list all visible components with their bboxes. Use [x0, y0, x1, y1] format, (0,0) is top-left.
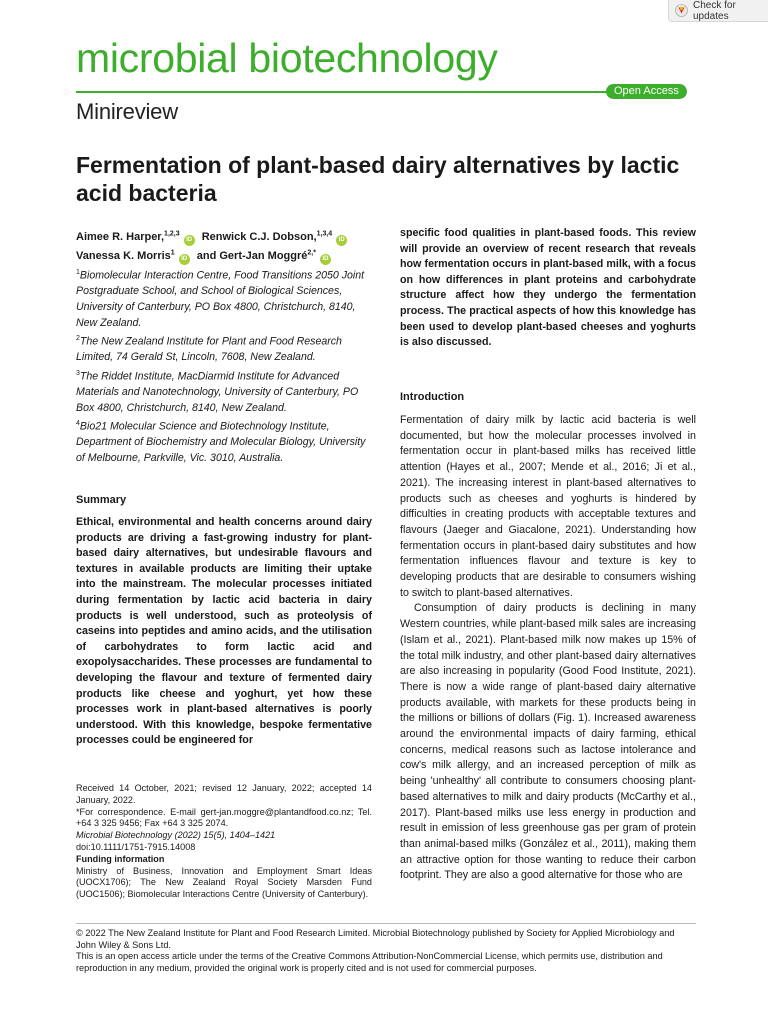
header-rule [76, 91, 611, 93]
author: Aimee R. Harper,$^{1,2,3}$ID [76, 231, 199, 243]
summary-text: Ethical, environmental and health concerns around dairy products are driving a fast-growing industry for plant-based dairy alternatives, but undesirable flavours and textures in available products are limiting their uptake into the mainstream. The molecular processes initiated during fermentation by lactic acid bacteria in dairy products is well understood, such as proteolysis of caseins into peptides and amino acids, and the utilisation of carbohydrates to form lactic acid and exopolysaccharides. These processes are fundamental to developing the flavour and texture of fermented dairy products like cheese and yoghurt, yet how these processes work in plant-based alternatives is poorly understood. With this knowledge, bespoke fermentative processes could be engineered for [76, 516, 372, 747]
article-title: Fermentation of plant-based dairy alternatives by lactic acid bacteria [76, 152, 680, 206]
check-for-updates-label: Check for updates [693, 0, 736, 22]
author: Renwick C.J. Dobson,$^{1,3,4}$ID [202, 231, 352, 243]
affiliation: $^4$Bio21 Molecular Science and Biotechnology Institute, Department of Biochemistry and Molecular Biology, University of Melbourne, Parkville, Vic. 3010, Australia. [76, 420, 366, 464]
doi[interactable]: doi:10.1111/1751-7915.14008 [76, 841, 196, 852]
author: and Gert-Jan Moggré$^{2,*}$ID [197, 250, 335, 262]
citation: Microbial Biotechnology (2022) 15(5), 1404–1421 [76, 830, 276, 841]
journal-title: microbial biotechnology [76, 35, 498, 81]
introduction-heading: Introduction [400, 391, 465, 403]
affiliation: $^3$The Riddet Institute, MacDiarmid Institute for Advanced Materials and Nanotechnology, University of Canterbury, PO Box 4800, Christchurch, 8140, New Zealand. [76, 369, 359, 414]
orcid-icon[interactable]: ID [336, 235, 347, 246]
copyright-notice: © 2022 The New Zealand Institute for Plant and Food Research Limited. Microbial Biotechnology published by Society for Applied Microbiology and John Wiley & Sons Ltd. [76, 928, 675, 950]
orcid-icon[interactable]: ID [179, 254, 190, 265]
affiliation: $^1$Biomolecular Interaction Centre, Food Transitions 2050 Joint Postgraduate School, and School of Biological Sciences, University of Canterbury, PO Box 4800, Christchurch, 8140, New Zealand. [76, 269, 365, 329]
correspondence: *For correspondence. E-mail gert-jan.moggre@plantandfood.co.nz; Tel. +64 3 325 9456; Fax +64 3 325 2074. [76, 806, 372, 829]
update-check-icon [675, 4, 688, 17]
introduction-body [400, 413, 696, 884]
summary-continuation [400, 226, 696, 351]
license-footer [76, 923, 696, 974]
open-access-badge: Open Access [606, 84, 687, 99]
author-block [76, 226, 372, 467]
funding-text: Ministry of Business, Innovation and Employment Smart Ideas (UOCX1706); The New Zealand Royal Society Marsden Fund (UOC1506); Biomolecular Interactions Centre (University of Canterbury). [76, 865, 372, 900]
paragraph: Fermentation of dairy milk by lactic acid bacteria is well documented, but how the molecular processes involved in fermentation occur in plant-based milks has received little attention (Hayes et al., 2007; Mende et al., 2016; Ji et al., 2021). The increasing interest in plant-based alternatives to products such as cheeses and yoghurts is hindered by difficulties in creating products with acceptable textures and flavours (Jaeger and Giacalone, 2021). Understanding how fermentation occurs in plant-based dairy substitutes and how fermentation influences flavour and texture is key to developing products that are desirable to consumers wishing to switch to plant-based alternatives. [400, 414, 696, 599]
article-type-label: Minireview [76, 99, 178, 124]
affiliation: $^2$The New Zealand Institute for Plant and Food Research Limited, 74 Gerald St, Lincoln, 7608, New Zealand. [76, 335, 342, 364]
orcid-icon[interactable]: ID [320, 254, 331, 265]
check-for-updates-button[interactable] [668, 0, 768, 22]
orcid-icon[interactable]: ID [184, 235, 195, 246]
article-metadata [76, 783, 372, 901]
author-list [76, 226, 372, 265]
received-dates: Received 14 October, 2021; revised 12 January, 2022; accepted 14 January, 2022. [76, 783, 372, 805]
author: Vanessa K. Morris$^1$ID [76, 250, 194, 262]
license-notice: This is an open access article under the terms of the Creative Commons Attribution-NonCommercial License, which permits use, distribution and reproduction in any medium, provided the original work is properly cited and is not used for commercial purposes. [76, 951, 663, 973]
funding-heading: Funding information [76, 853, 165, 864]
paragraph: Consumption of dairy products is declining in many Western countries, while plant-based milk sales are increasing (Islam et al., 2021). Plant-based milk now makes up 15% of the total milk industry, and other plant-based dairy alternatives are also increasing in popularity (Good Food Institute, 2021). There is now a wide range of plant-based dairy alternative products available, with markets for these products being in the millions or billions of dollars (Fig. 1). Increased awareness around the environmental impacts of dairy farming, ethical concerns, medical reasons such as lactose intolerance and cow's milk allergy, and an increased perception of milk as being 'unhealthy' all contribute to consumers choosing plant-based alternatives to milk and dairy products (McCarthy et al., 2017). Plant-based milks use less energy in production and result in emission of less greenhouse gas per gram of protein than animal-based milks (González et al., 2011), making them an attractive option for those wanting to reduce their carbon footprint. They are also a good alternative for those who are [400, 602, 696, 882]
summary-heading: Summary [76, 494, 127, 506]
summary-continued-text: specific food qualities in plant-based foods. This review will provide an overview of recent research that reveals how fermentation occurs in plant-based milk, with a focus on how differences in plant proteins and carbohydrate structure affect how they undergo the fermentation process. The practical aspects of how this knowledge has been used to develop plant-based cheeses and yoghurts is also discussed. [400, 227, 696, 349]
